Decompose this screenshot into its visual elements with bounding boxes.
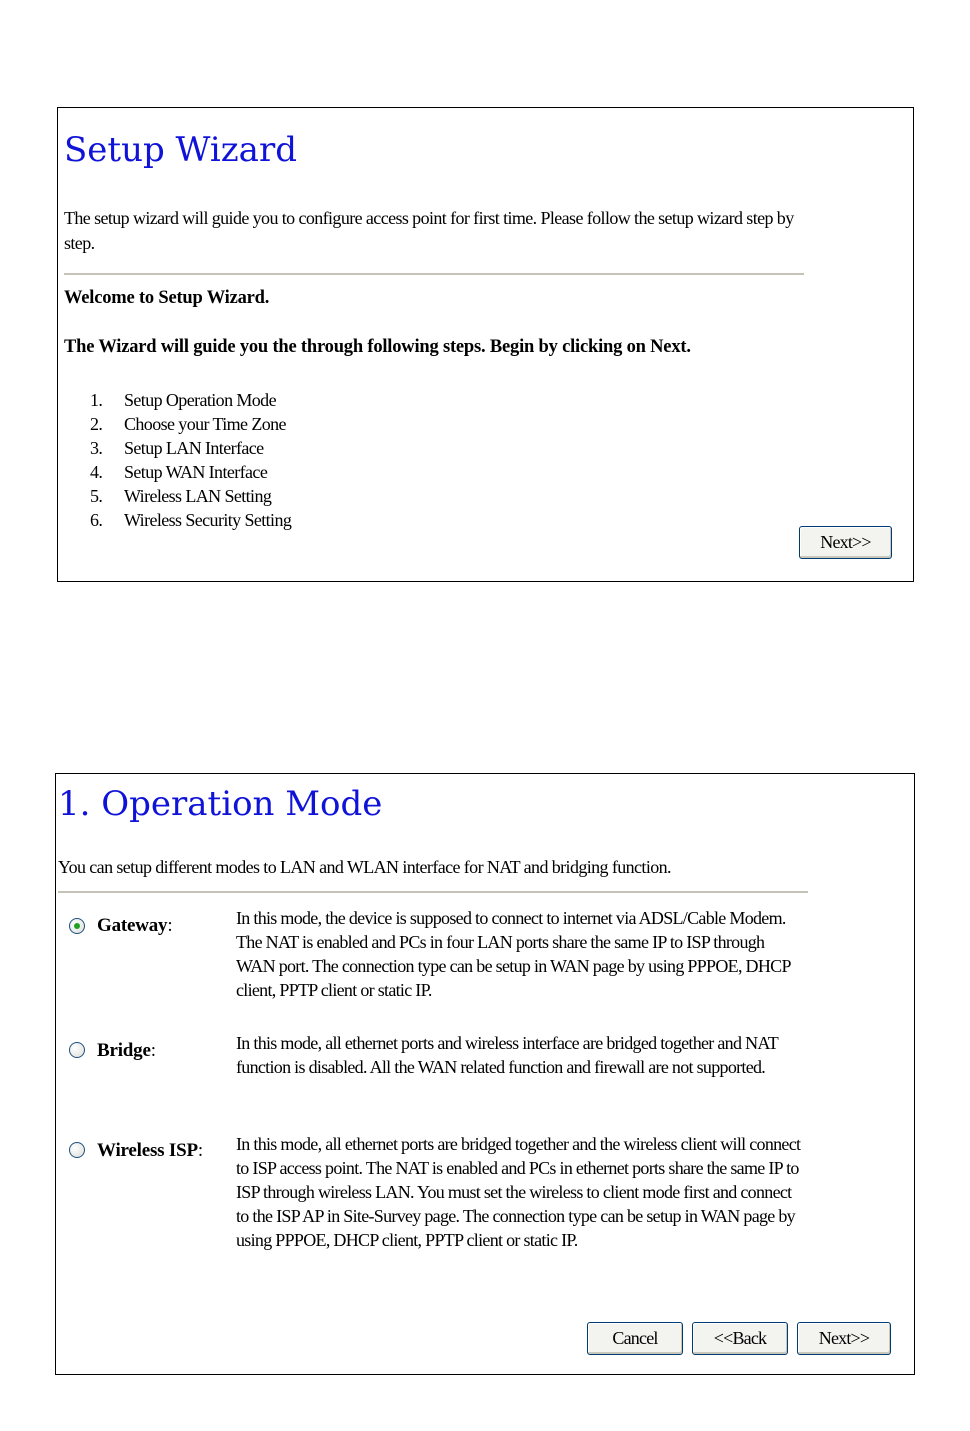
back-button[interactable]: <<Back: [692, 1322, 788, 1355]
wireless-isp-description: In this mode, all ethernet ports are bridged together and the wireless client will connect to ISP access point. The NAT is enabled and PCs in ethernet ports share the same IP to ISP through wireless LAN. You must set the wireless to client mode first and connect to the ISP AP in Site-Survey page. The connection type can be setup in WAN page by using PPPOE, DHCP client, PPTP client or static IP.: [236, 1134, 801, 1250]
list-item: 2. Choose your Time Zone: [90, 414, 286, 434]
guide-text: The Wizard will guide you the through following steps. Begin by clicking on Next.: [64, 337, 691, 357]
setup-wizard-panel: [57, 107, 914, 582]
bridge-radio[interactable]: [69, 1042, 85, 1058]
list-item: 3. Setup LAN Interface: [90, 438, 264, 458]
steps-list: [90, 388, 291, 532]
list-item: 1. Setup Operation Mode: [90, 390, 276, 410]
gateway-description: In this mode, the device is supposed to connect to internet via ADSL/Cable Modem. The NAT is enabled and PCs in four LAN ports share the same IP to ISP through WAN port. The connection type can be setup in WAN page by using PPPOE, DHCP client, PPTP client or static IP.: [236, 908, 791, 1000]
divider: [64, 273, 804, 275]
wireless-isp-radio[interactable]: [69, 1142, 85, 1158]
page-title: Setup Wizard: [64, 130, 297, 170]
divider: [58, 891, 808, 893]
list-item: 5. Wireless LAN Setting: [90, 486, 272, 506]
list-item: 6. Wireless Security Setting: [90, 510, 292, 530]
next-button[interactable]: Next>>: [797, 1322, 891, 1355]
wireless-isp-label[interactable]: Wireless ISP:: [97, 1140, 203, 1161]
welcome-heading: Welcome to Setup Wizard.: [64, 288, 270, 308]
page-title: 1. Operation Mode: [58, 784, 383, 824]
next-button[interactable]: Next>>: [799, 526, 892, 559]
gateway-radio[interactable]: [69, 918, 85, 934]
cancel-button[interactable]: Cancel: [587, 1322, 683, 1355]
list-item: 4. Setup WAN Interface: [90, 462, 268, 482]
bridge-description: In this mode, all ethernet ports and wireless interface are bridged together and NAT function is disabled. All the WAN related function and firewall are not supported.: [236, 1033, 778, 1077]
operation-mode-panel: [55, 773, 915, 1375]
mode-description: You can setup different modes to LAN and WLAN interface for NAT and bridging function.: [58, 857, 671, 877]
wizard-description: The setup wizard will guide you to configure access point for first time. Please follow the setup wizard step by step.: [64, 208, 794, 253]
bridge-label[interactable]: Bridge:: [97, 1040, 156, 1061]
gateway-label[interactable]: Gateway:: [97, 915, 173, 936]
